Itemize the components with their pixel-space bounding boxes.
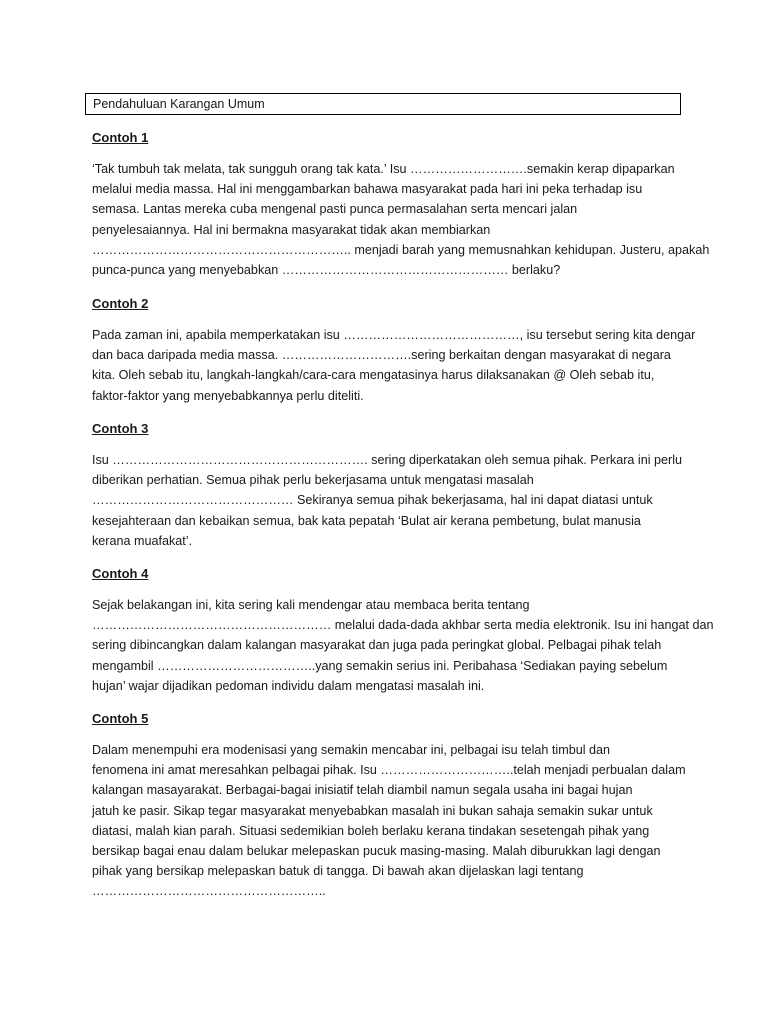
- section-paragraph: [92, 740, 686, 902]
- section-contoh-5: [92, 710, 686, 902]
- paragraph-line: punca-punca yang menyebabkan ……………………………………………… berlaku?: [92, 263, 561, 278]
- paragraph-line: Dalam menempuhi era modenisasi yang semakin mencabar ini, pelbagai isu telah timbul dan: [92, 743, 611, 757]
- paragraph-line: Sejak belakangan ini, kita sering kali mendengar atau membaca berita tentang: [92, 598, 530, 612]
- section-contoh-3: [92, 420, 682, 551]
- section-contoh-4: [92, 565, 714, 696]
- section-heading: Contoh 3: [92, 421, 149, 436]
- paragraph-line: pihak yang bersikap melepaskan batuk di tangga. Di bawah akan dijelaskan lagi tentang: [92, 864, 584, 879]
- paragraph-line: jatuh ke pasir. Sikap tegar masyarakat menyebabkan masalah ini bukan sahaja semakin sukar untuk: [92, 803, 653, 818]
- paragraph-line: penyelesaiannya. Hal ini bermakna masyarakat tidak akan membiarkan: [92, 222, 491, 237]
- section-contoh-2: [92, 295, 696, 406]
- section-paragraph: [92, 159, 710, 280]
- paragraph-line: Isu ……………………………………………………. sering diperkatakan oleh semua pihak. Perkara ini perlu: [92, 453, 682, 467]
- paragraph-line: kalangan masayarakat. Berbagai-bagai inisiatif telah diambil namun segala usaha ini bagai hujan: [92, 783, 633, 798]
- paragraph-line: faktor-faktor yang menyebabkannya perlu diteliti.: [92, 388, 364, 403]
- section-contoh-1: [92, 129, 710, 280]
- paragraph-line: ………………………………………………… melalui dada-dada akhbar serta media elektronik. Isu ini hangat dan: [92, 618, 714, 633]
- section-heading: Contoh 2: [92, 296, 149, 311]
- paragraph-line: semasa. Lantas mereka cuba mengenal pasti punca permasalahan serta mencari jalan: [92, 202, 578, 217]
- paragraph-line: ‘Tak tumbuh tak melata, tak sungguh orang tak kata.’ Isu ……………………….semakin kerap dipaparkan: [92, 162, 675, 176]
- section-heading: Contoh 5: [92, 711, 149, 726]
- section-paragraph: [92, 325, 696, 406]
- paragraph-line: kesejahteraan dan kebaikan semua, bak kata pepatah ‘Bulat air kerana pembetung, bulat manusia: [92, 513, 641, 528]
- paragraph-line: bersikap bagai enau dalam belukar melepaskan pucuk masing-masing. Malah diburukkan lagi dengan: [92, 844, 661, 859]
- paragraph-line: melalui media massa. Hal ini menggambarkan bahawa masyarakat pada hari ini peka terhadap isu: [92, 182, 643, 197]
- section-paragraph: [92, 595, 714, 696]
- paragraph-line: kerana muafakat’.: [92, 533, 193, 548]
- paragraph-line: Pada zaman ini, apabila memperkatakan isu ……………………………………, isu tersebut sering kita dengar: [92, 328, 696, 342]
- section-paragraph: [92, 450, 682, 551]
- paragraph-line: fenomena ini amat meresahkan pelbagai pihak. Isu …………………………..telah menjadi perbualan dalam: [92, 763, 686, 778]
- section-heading: Contoh 1: [92, 130, 149, 145]
- section-heading: Contoh 4: [92, 566, 149, 581]
- paragraph-line: kita. Oleh sebab itu, langkah-langkah/cara-cara mengatasinya harus dilaksanakan @ Oleh sebab itu,: [92, 368, 655, 383]
- paragraph-line: diberikan perhatian. Semua pihak perlu bekerjasama untuk mengatasi masalah: [92, 473, 534, 488]
- document-title: Pendahuluan Karangan Umum: [85, 93, 681, 115]
- paragraph-line: ………………………………………………..: [92, 884, 326, 899]
- paragraph-line: diatasi, malah kian parah. Situasi sedemikian boleh berlaku kerana tindakan sesetengah pihak yang: [92, 823, 650, 838]
- paragraph-line: hujan’ wajar dijadikan pedoman individu dalam mengatasi masalah ini.: [92, 678, 485, 693]
- paragraph-line: …………………………………………………….. menjadi barah yang memusnahkan kehidupan. Justeru, apakah: [92, 242, 710, 257]
- paragraph-line: sering dibincangkan dalam kalangan masyarakat dan juga pada peringkat global. Pelbagai pihak telah: [92, 638, 662, 653]
- paragraph-line: mengambil ………………………………..yang semakin serius ini. Peribahasa ‘Sediakan paying sebelum: [92, 658, 668, 673]
- paragraph-line: dan baca daripada media massa. ………………………….sering berkaitan dengan masyarakat di negara: [92, 348, 671, 363]
- paragraph-line: ………………………………………… Sekiranya semua pihak bekerjasama, hal ini dapat diatasi untuk: [92, 493, 653, 508]
